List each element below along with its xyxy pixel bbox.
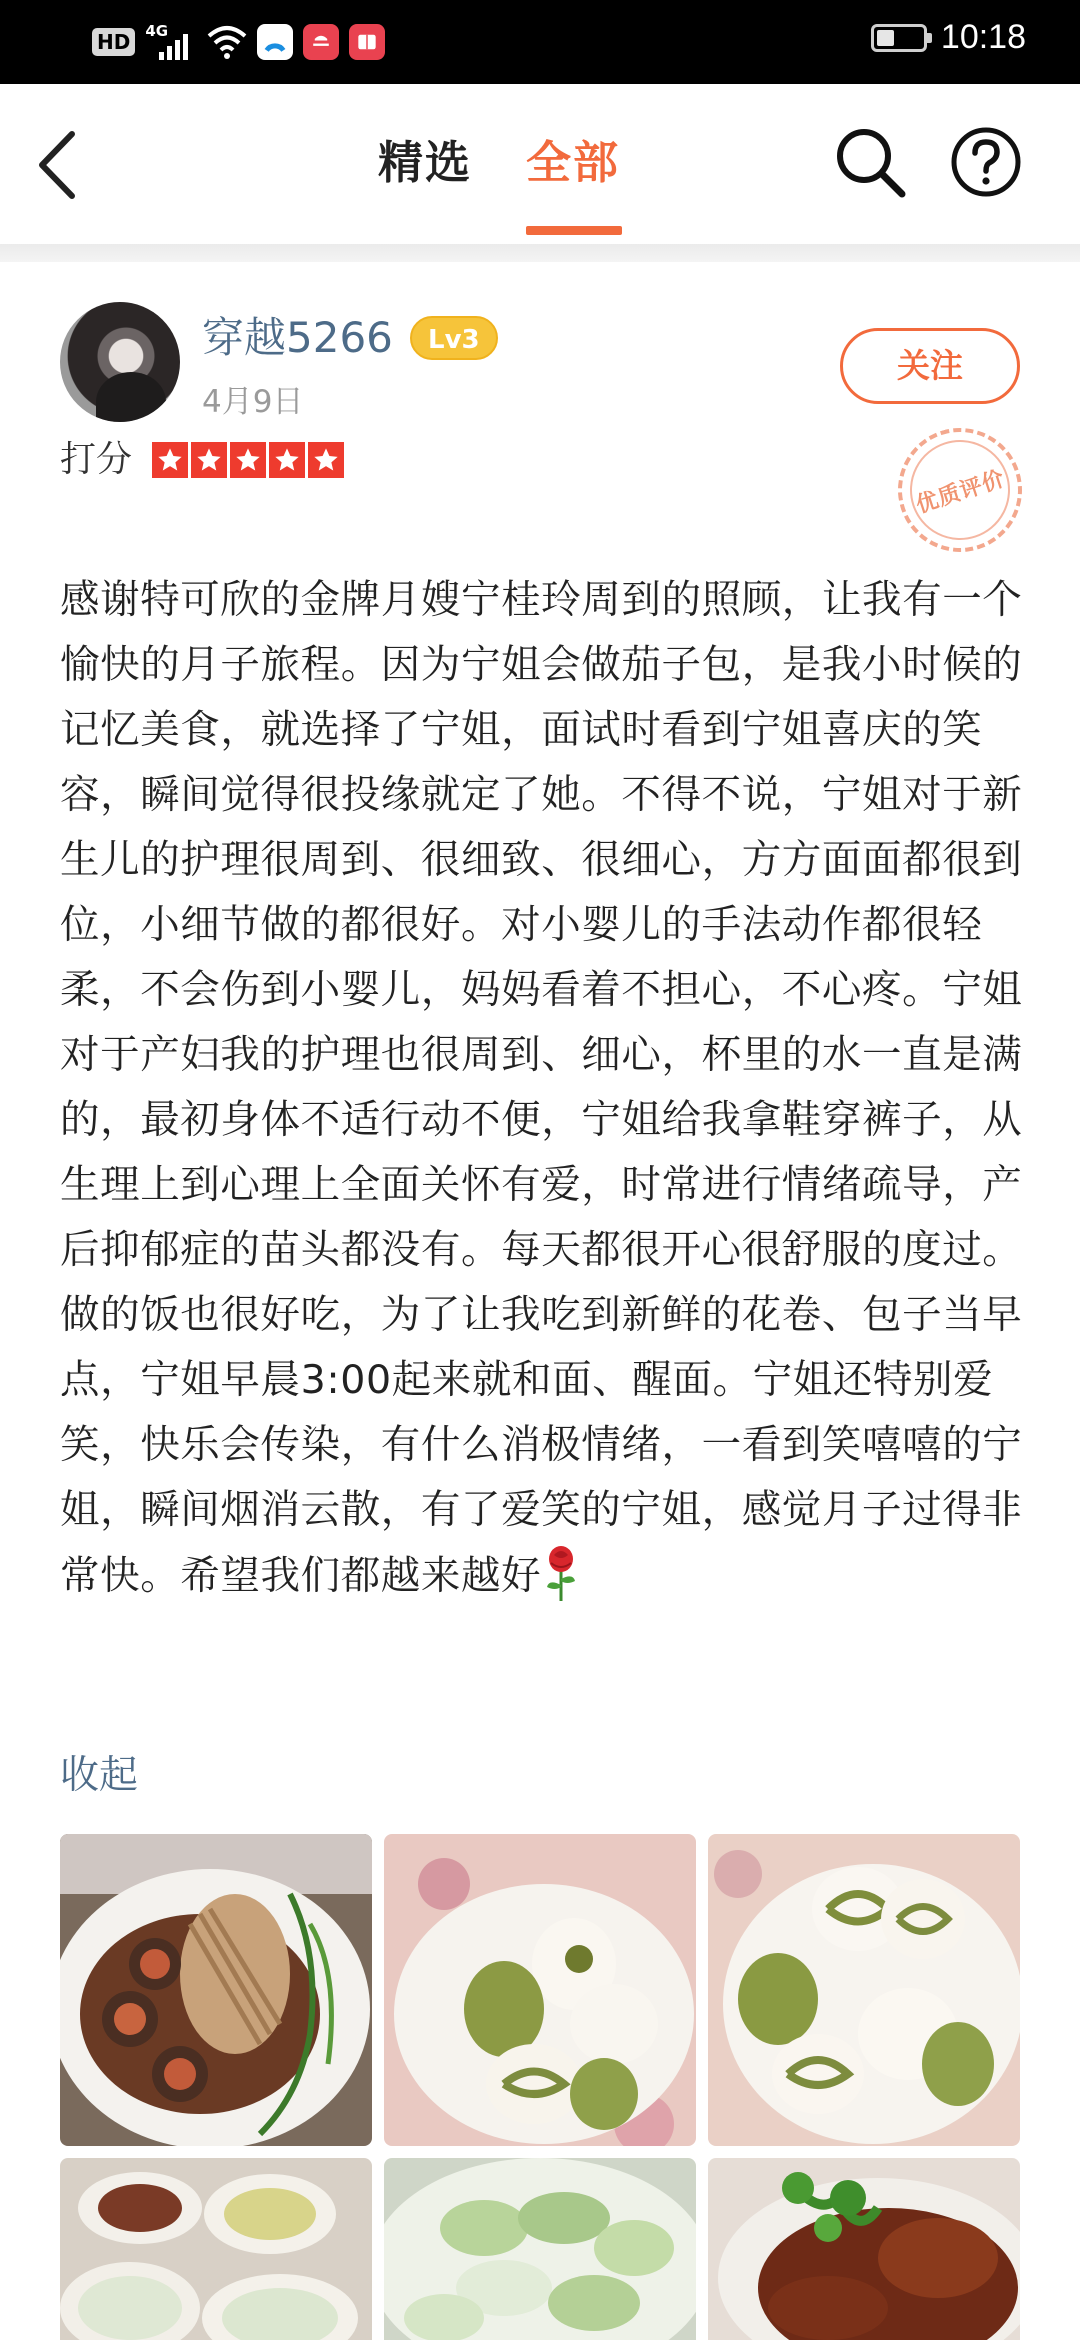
tab-featured[interactable]: 精选: [378, 136, 473, 189]
collapse-link[interactable]: 收起: [60, 1753, 139, 1798]
top-nav-bar: [0, 84, 1080, 244]
review-body: 感谢特可欣的金牌月嫂宁桂玲周到的照顾，让我有一个愉快的月子旅程。因为宁姐会做茄子包，是我小时候的记忆美食，就选择了宁姐，面试时看到宁姐喜庆的笑容，瞬间觉得很投缘就定了她。不得不说，宁姐对于新生儿的护理很周到、很细致、很细心，方方面面都很到位，小细节做的都很好。对小婴儿的手法动作都很轻柔，不会伤到小婴儿，妈妈看着不担心，不心疼。宁姐对于产妇我的护理也很周到、细心，杯里的水一直是满的，最初身体不适行动不便，宁姐给我拿鞋穿裤子，从生理上到心理上全面关怀有爱，时常进行情绪疏导，产后抑郁症的苗头都没有。每天都很开心很舒服的度过。做的饭也很好吃，为了让我吃到新鲜的花卷、包子当早点，宁姐早晨3:00起来就和面、醒面。宁姐还特别爱笑，快乐会传染，有什么消极情绪，一看到笑嘻嘻的宁姐，瞬间烟消云散，有了爱笑的宁姐，感觉月子过得非常快。希望我们都越来越好: [60, 577, 1023, 1599]
review-photo[interactable]: [384, 1834, 696, 2146]
review-photo[interactable]: [708, 1834, 1020, 2146]
help-icon[interactable]: [948, 122, 1024, 202]
quality-stamp-text: 优质评价: [912, 465, 1009, 519]
battery-level: [877, 30, 895, 46]
network-type-label: 4G: [145, 22, 169, 40]
review-photo[interactable]: [60, 1834, 372, 2146]
star-icon: [269, 442, 305, 478]
status-bar: [0, 0, 1080, 84]
hd-badge: HD: [92, 28, 135, 56]
quality-review-stamp: [882, 412, 1038, 568]
star-icon: [152, 442, 188, 478]
blue-app-icon: [257, 24, 293, 60]
status-icons-left: [92, 22, 385, 62]
follow-button[interactable]: 关注: [840, 328, 1020, 404]
review-photo[interactable]: [708, 2158, 1020, 2340]
red-book-app-icon: [349, 24, 385, 60]
user-name[interactable]: 穿越5266: [202, 313, 393, 362]
star-icon: [230, 442, 266, 478]
battery-icon: [871, 24, 927, 52]
avatar[interactable]: [60, 302, 180, 422]
status-icons-right: [871, 18, 1026, 57]
review-text: [60, 568, 1024, 1609]
post-date: 4月9日: [202, 384, 304, 420]
score-label: 打分: [60, 439, 133, 480]
level-badge: Lv3: [410, 316, 498, 360]
star-rating: [152, 442, 344, 478]
huawei-app-icon: [303, 24, 339, 60]
star-icon: [308, 442, 344, 478]
review-photo[interactable]: [60, 2158, 372, 2340]
tab-all[interactable]: 全部: [526, 136, 621, 189]
nav-divider: [0, 244, 1080, 262]
signal-icon: [145, 22, 197, 62]
active-tab-indicator: [526, 226, 622, 235]
search-icon[interactable]: [830, 122, 910, 202]
clock: 10:18: [940, 18, 1026, 56]
back-arrow-icon[interactable]: [28, 120, 88, 210]
wifi-icon: [207, 24, 247, 60]
rose-icon: [541, 1543, 581, 1603]
review-card: [0, 262, 1080, 2340]
star-icon: [191, 442, 227, 478]
review-photo[interactable]: [384, 2158, 696, 2340]
